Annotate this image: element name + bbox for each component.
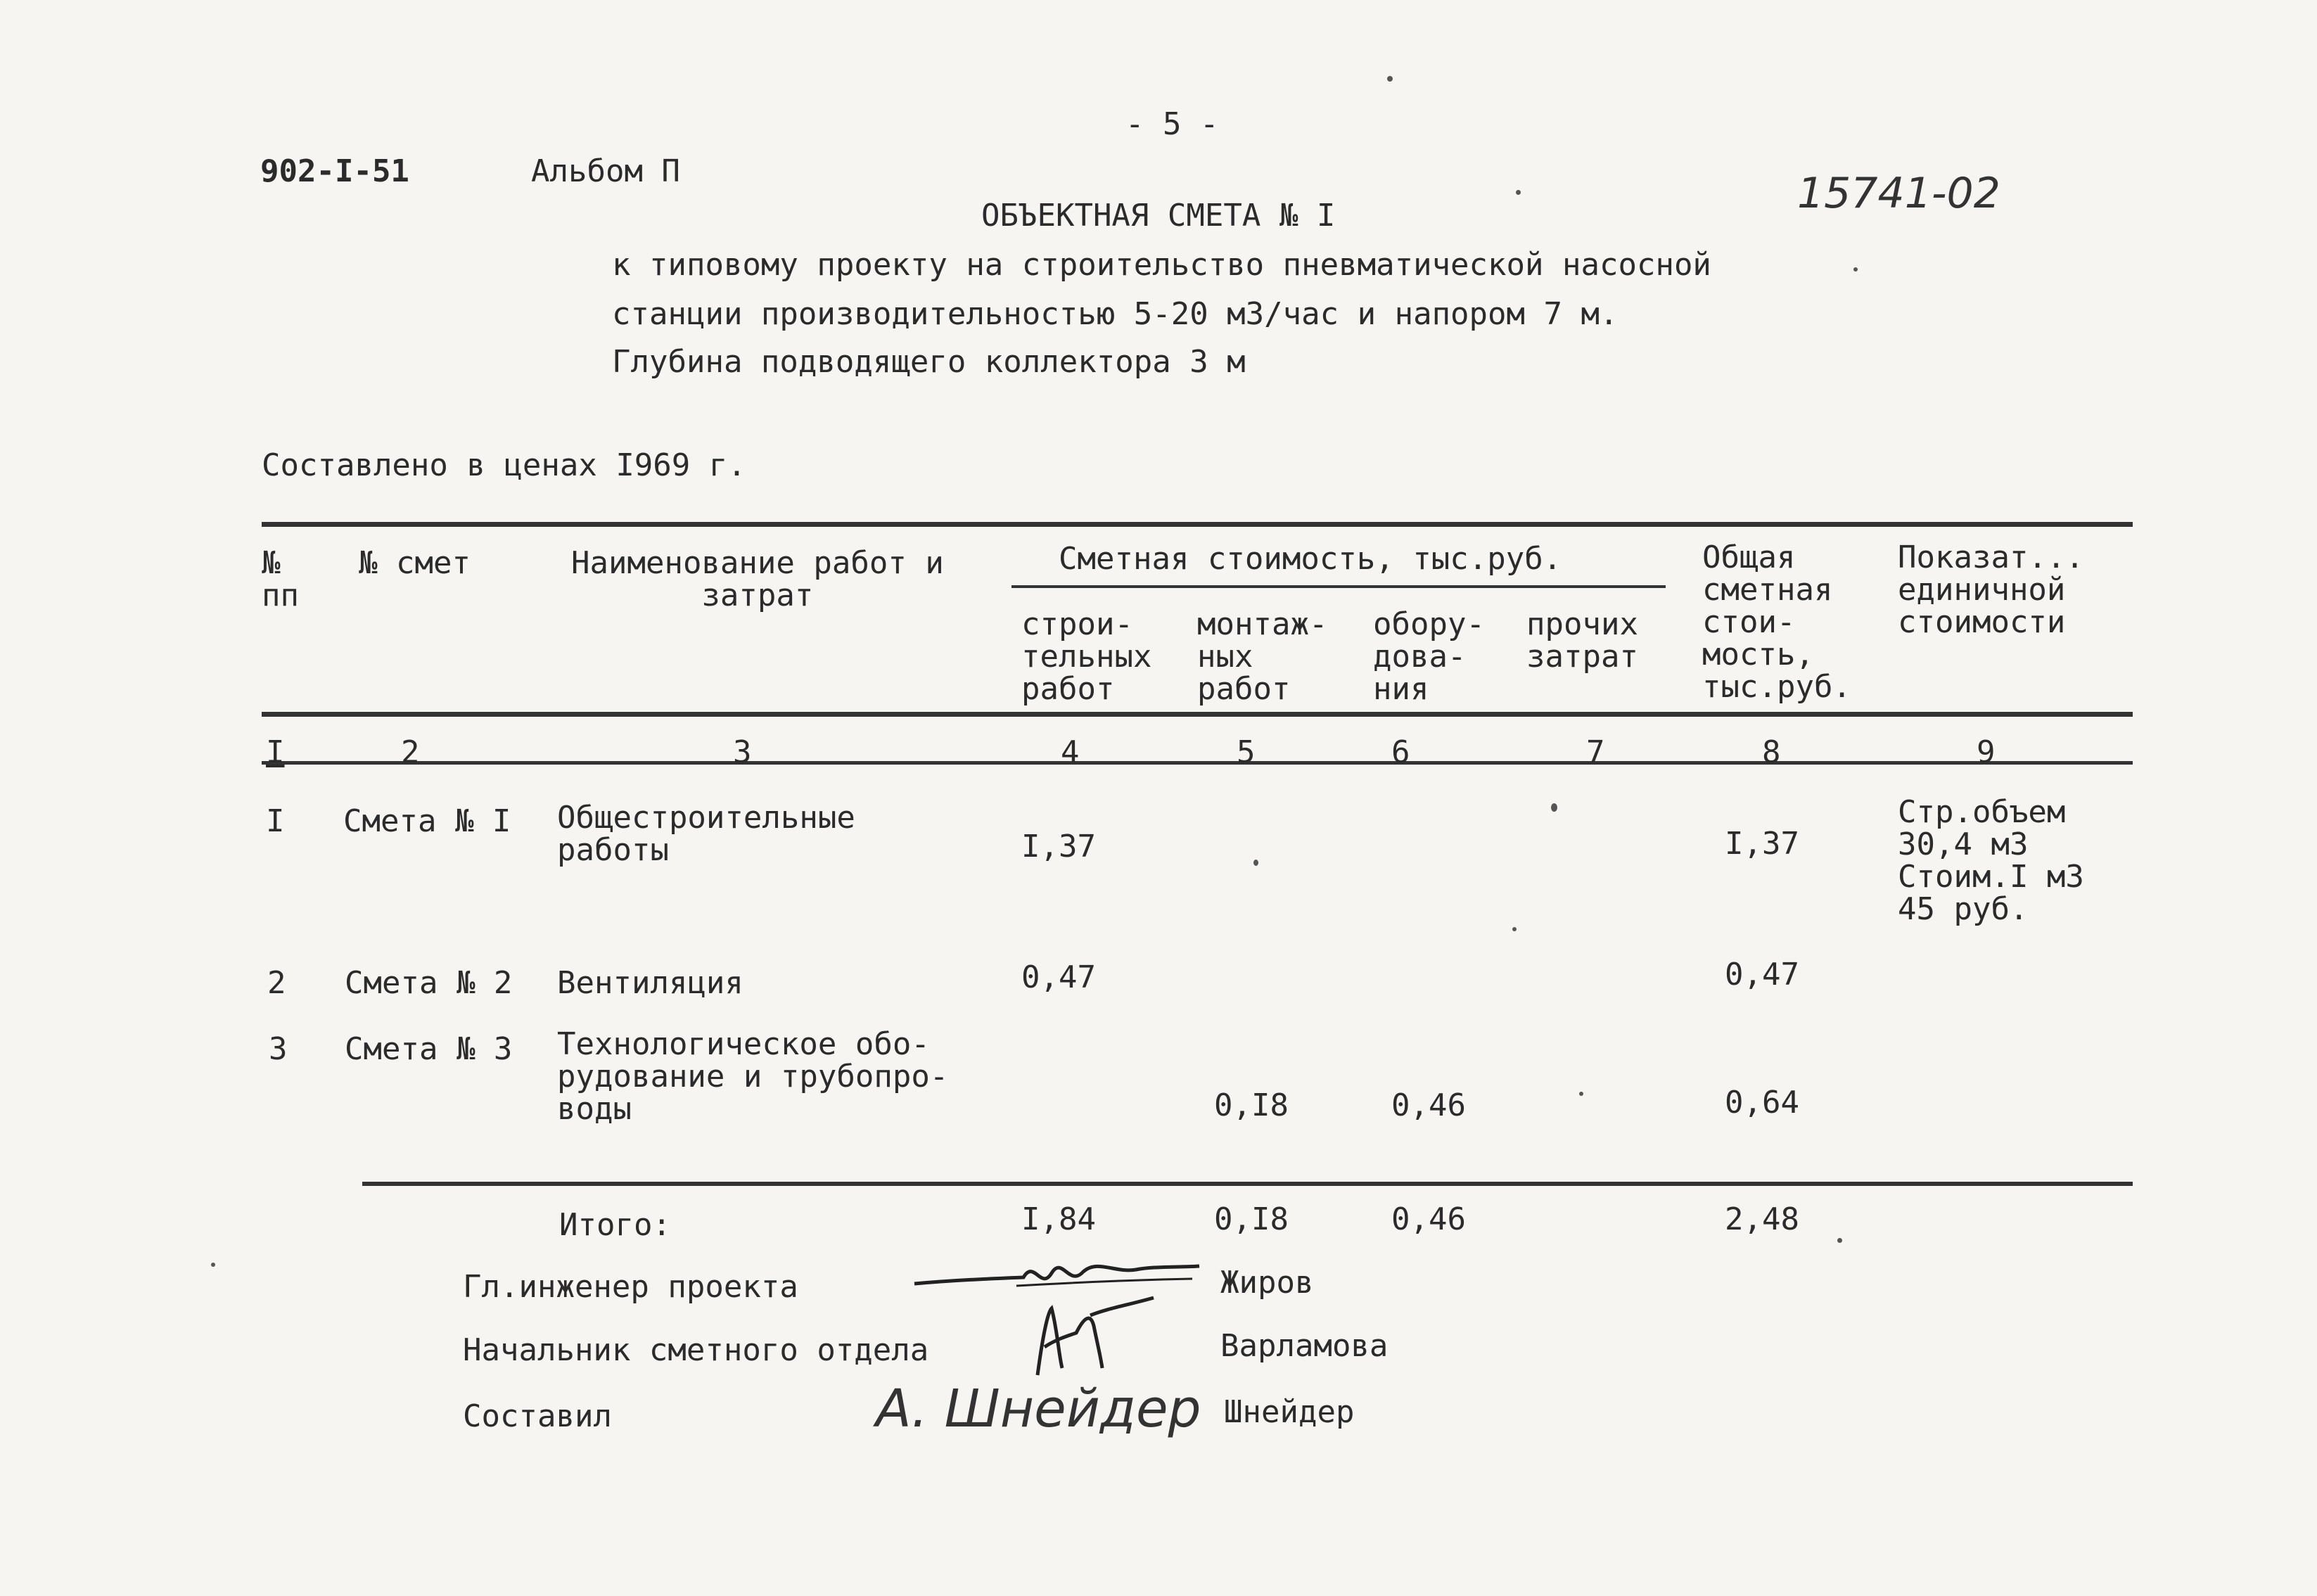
column-number-8: 8 [1762,734,1781,770]
archive-stamp-number: 15741-02 [1797,169,2000,218]
page-number: - 5 - [1125,106,1219,142]
header-bottom-rule [262,712,2133,717]
totals-equipment: 0,46 [1391,1201,1466,1237]
column-number-4: 4 [1061,734,1080,770]
scan-speck [1837,1238,1842,1243]
row3-number: 3 [269,1031,288,1067]
header-construction: строи- тельных работ [1021,606,1152,707]
signature-mark-compiler: А. Шнейдер [876,1379,1201,1439]
signature-role-estimate-head: Начальник сметного отдела [463,1332,929,1368]
column-number-1: I [266,734,285,770]
row1-total: I,37 [1725,826,1799,862]
row1-work-name: Общестроительные работы [557,800,855,868]
column-number-9: 9 [1977,734,1996,770]
column-number-5: 5 [1237,734,1256,770]
signature-name-compiler: Шнейдер [1224,1394,1355,1430]
row2-construction: 0,47 [1021,959,1096,995]
column-number-7: 7 [1586,734,1605,770]
header-indicators: Показат... единичной стоимости [1898,540,2084,640]
group-header-rule [1011,585,1666,588]
signature-role-compiler: Составил [463,1398,612,1434]
totals-total: 2,48 [1725,1201,1799,1237]
row3-total: 0,64 [1725,1085,1799,1121]
row1-estimate: Смета № I [343,803,511,839]
scan-speck [1512,927,1517,931]
row3-equipment: 0,46 [1391,1087,1466,1123]
signature-name-chief-engineer: Жиров [1220,1265,1314,1301]
table-top-rule [262,522,2133,527]
scan-speck [1579,1092,1583,1096]
row2-total: 0,47 [1725,957,1799,992]
scan-speck [1253,860,1258,866]
header-work-name: Наименование работ и затрат [571,545,944,613]
column-number-2: 2 [401,734,420,770]
album-label: Альбом П [531,153,680,189]
signature-role-chief-engineer: Гл.инженер проекта [463,1269,798,1305]
row3-work-name: Технологическое обо- рудование и трубопро- воды [557,1026,949,1127]
row2-estimate: Смета № 2 [345,965,513,1001]
row1-indicators: Стр.объем 30,4 м3 Стоим.I м3 45 руб. [1898,794,2084,927]
totals-label: Итого: [559,1207,671,1243]
totals-construction: I,84 [1021,1201,1096,1237]
signature-name-estimate-head: Варламова [1220,1328,1389,1364]
row1-number: I [266,803,285,839]
subtitle-line-3: Глубина подводящего коллектора 3 м [612,344,1246,380]
header-other: прочих затрат [1526,606,1638,675]
scan-speck [211,1263,215,1267]
column-number-6: 6 [1391,734,1410,770]
row3-installation: 0,I8 [1214,1087,1289,1123]
header-estimate-number: № смет [359,545,471,581]
scan-speck [1853,267,1858,272]
scan-speck [1551,803,1557,812]
subtitle-line-1: к типовому проекту на строительство пневматической насосной [612,247,1711,283]
row2-work-name: Вентиляция [557,965,743,1001]
totals-installation: 0,I8 [1214,1201,1289,1237]
document-code: 902-I-51 [260,153,409,189]
scan-speck [1516,190,1521,195]
totals-rule [362,1182,2133,1186]
header-row-number: № пп [262,545,299,613]
row2-number: 2 [267,965,286,1001]
header-total: Общая сметная стои- мость, тыс.руб. [1702,540,1851,705]
prices-note: Составлено в ценах I969 г. [262,447,746,483]
column-number-3: 3 [733,734,752,770]
scan-speck [1387,76,1393,82]
row1-construction: I,37 [1021,829,1096,864]
header-equipment: обору- дова- ния [1373,606,1485,707]
subtitle-line-2: станции производительностью 5-20 м3/час и напором 7 м. [612,296,1619,332]
header-cost-group: Сметная стоимость, тыс.руб. [1059,541,1562,577]
row3-estimate: Смета № 3 [345,1031,513,1067]
column-number-rule [262,761,2133,765]
signature-mark-estimate-head [1023,1291,1185,1386]
header-installation: монтаж- ных работ [1197,606,1328,707]
document-title: ОБЪЕКТНАЯ СМЕТА № I [981,198,1336,234]
